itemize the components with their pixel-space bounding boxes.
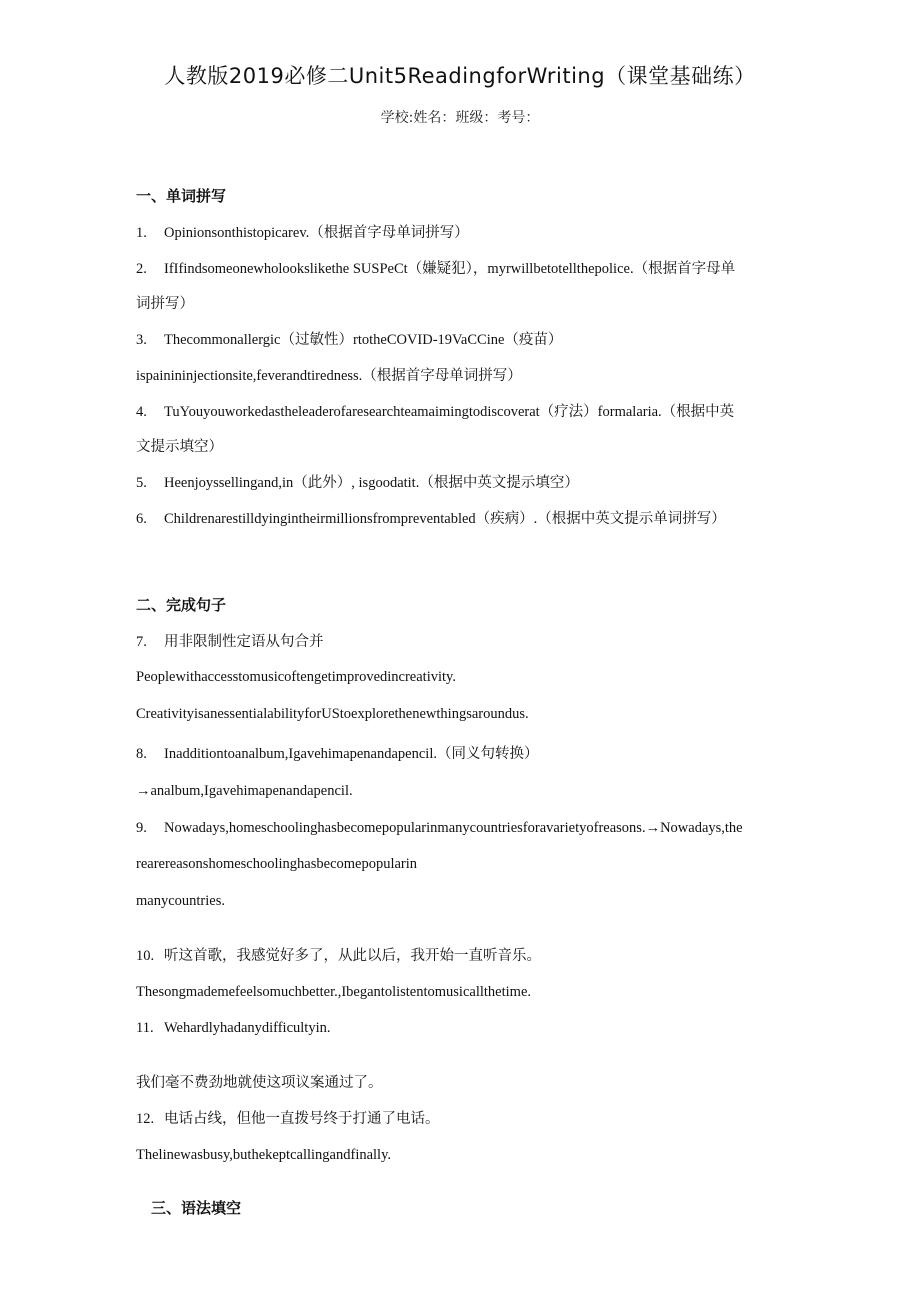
question-line: 11. Wehardlyhadanydifficultyin. [136, 1020, 331, 1036]
question-line-cont: 词拼写） [136, 296, 194, 312]
question-line: 12. 电话占线，但他一直拨号终于打通了电话。 [136, 1111, 440, 1127]
question-line-cont: Thesongmademefeelsomuchbetter.,Ibegantolistentomusicallthetime. [136, 984, 532, 1000]
page-title: 人教版2019必修二Unit5ReadingforWriting（课堂基础练） [164, 64, 756, 88]
question-line-cont: Thelinewasbusy,buthekeptcallingandfinally. [136, 1147, 392, 1163]
question-line-cont: manycountries. [136, 893, 225, 909]
question-line: 6. Childrenarestilldyingintheirmillionsfrompreventabled（疾病）.（根据中英文提示单词拼写） [136, 511, 726, 527]
question-line: 2. IfIfindsomeonewholookslikethe SUSPeCt（嫌疑犯），myrwillbetotellthepolice.（根据首字母单 [136, 261, 736, 277]
question-line: 9. Nowadays,homeschoolinghasbecomepopularinmanycountriesforavarietyofreasons.→Nowadays,the [136, 820, 743, 836]
question-line: 7. 用非限制性定语从句合并 [136, 634, 324, 650]
section-heading-sentences: 二、完成句子 [136, 596, 227, 614]
question-line: 8. Inadditiontoanalbum,Igavehimapenandapencil.（同义句转换） [136, 746, 539, 762]
question-line-cont: ispainininjectionsite,feverandtiredness.（根据首字母单词拼写） [136, 368, 522, 384]
question-line-cont: CreativityisanessentialabilityforUStoexplorethenewthingsaroundus. [136, 706, 529, 722]
section-heading-grammar: 三、语法填空 [151, 1199, 242, 1217]
question-line-cont: 文提示填空） [136, 439, 223, 455]
question-line: 5. Heenjoyssellingand,in（此外）, isgoodatit.（根据中英文提示填空） [136, 475, 579, 491]
student-info-line: 学校:姓名：班级：考号： [380, 110, 540, 126]
question-line: 10. 听这首歌，我感觉好多了，从此以后，我开始一直听音乐。 [136, 948, 541, 964]
question-line-cont: →analbum,Igavehimapenandapencil. [136, 783, 353, 799]
question-line: 3. Thecommonallergic（过敏性）rtotheCOVID-19VaCCine（疫苗） [136, 332, 563, 348]
question-line: 4. TuYouyouworkedastheleaderofaresearchteamaimingtodiscoverat（疗法）formalaria.（根据中英 [136, 404, 735, 420]
question-line-cont: Peoplewithaccesstomusicoftengetimprovedincreativity. [136, 669, 456, 685]
question-line: 1. Opinionsonthistopicarev.（根据首字母单词拼写） [136, 225, 469, 241]
section-heading-spelling: 一、单词拼写 [136, 187, 227, 205]
question-line-cont: rearereasonshomeschoolinghasbecomepopularin [136, 856, 418, 872]
question-line-cont: 我们毫不费劲地就使这项议案通过了。 [136, 1075, 383, 1091]
